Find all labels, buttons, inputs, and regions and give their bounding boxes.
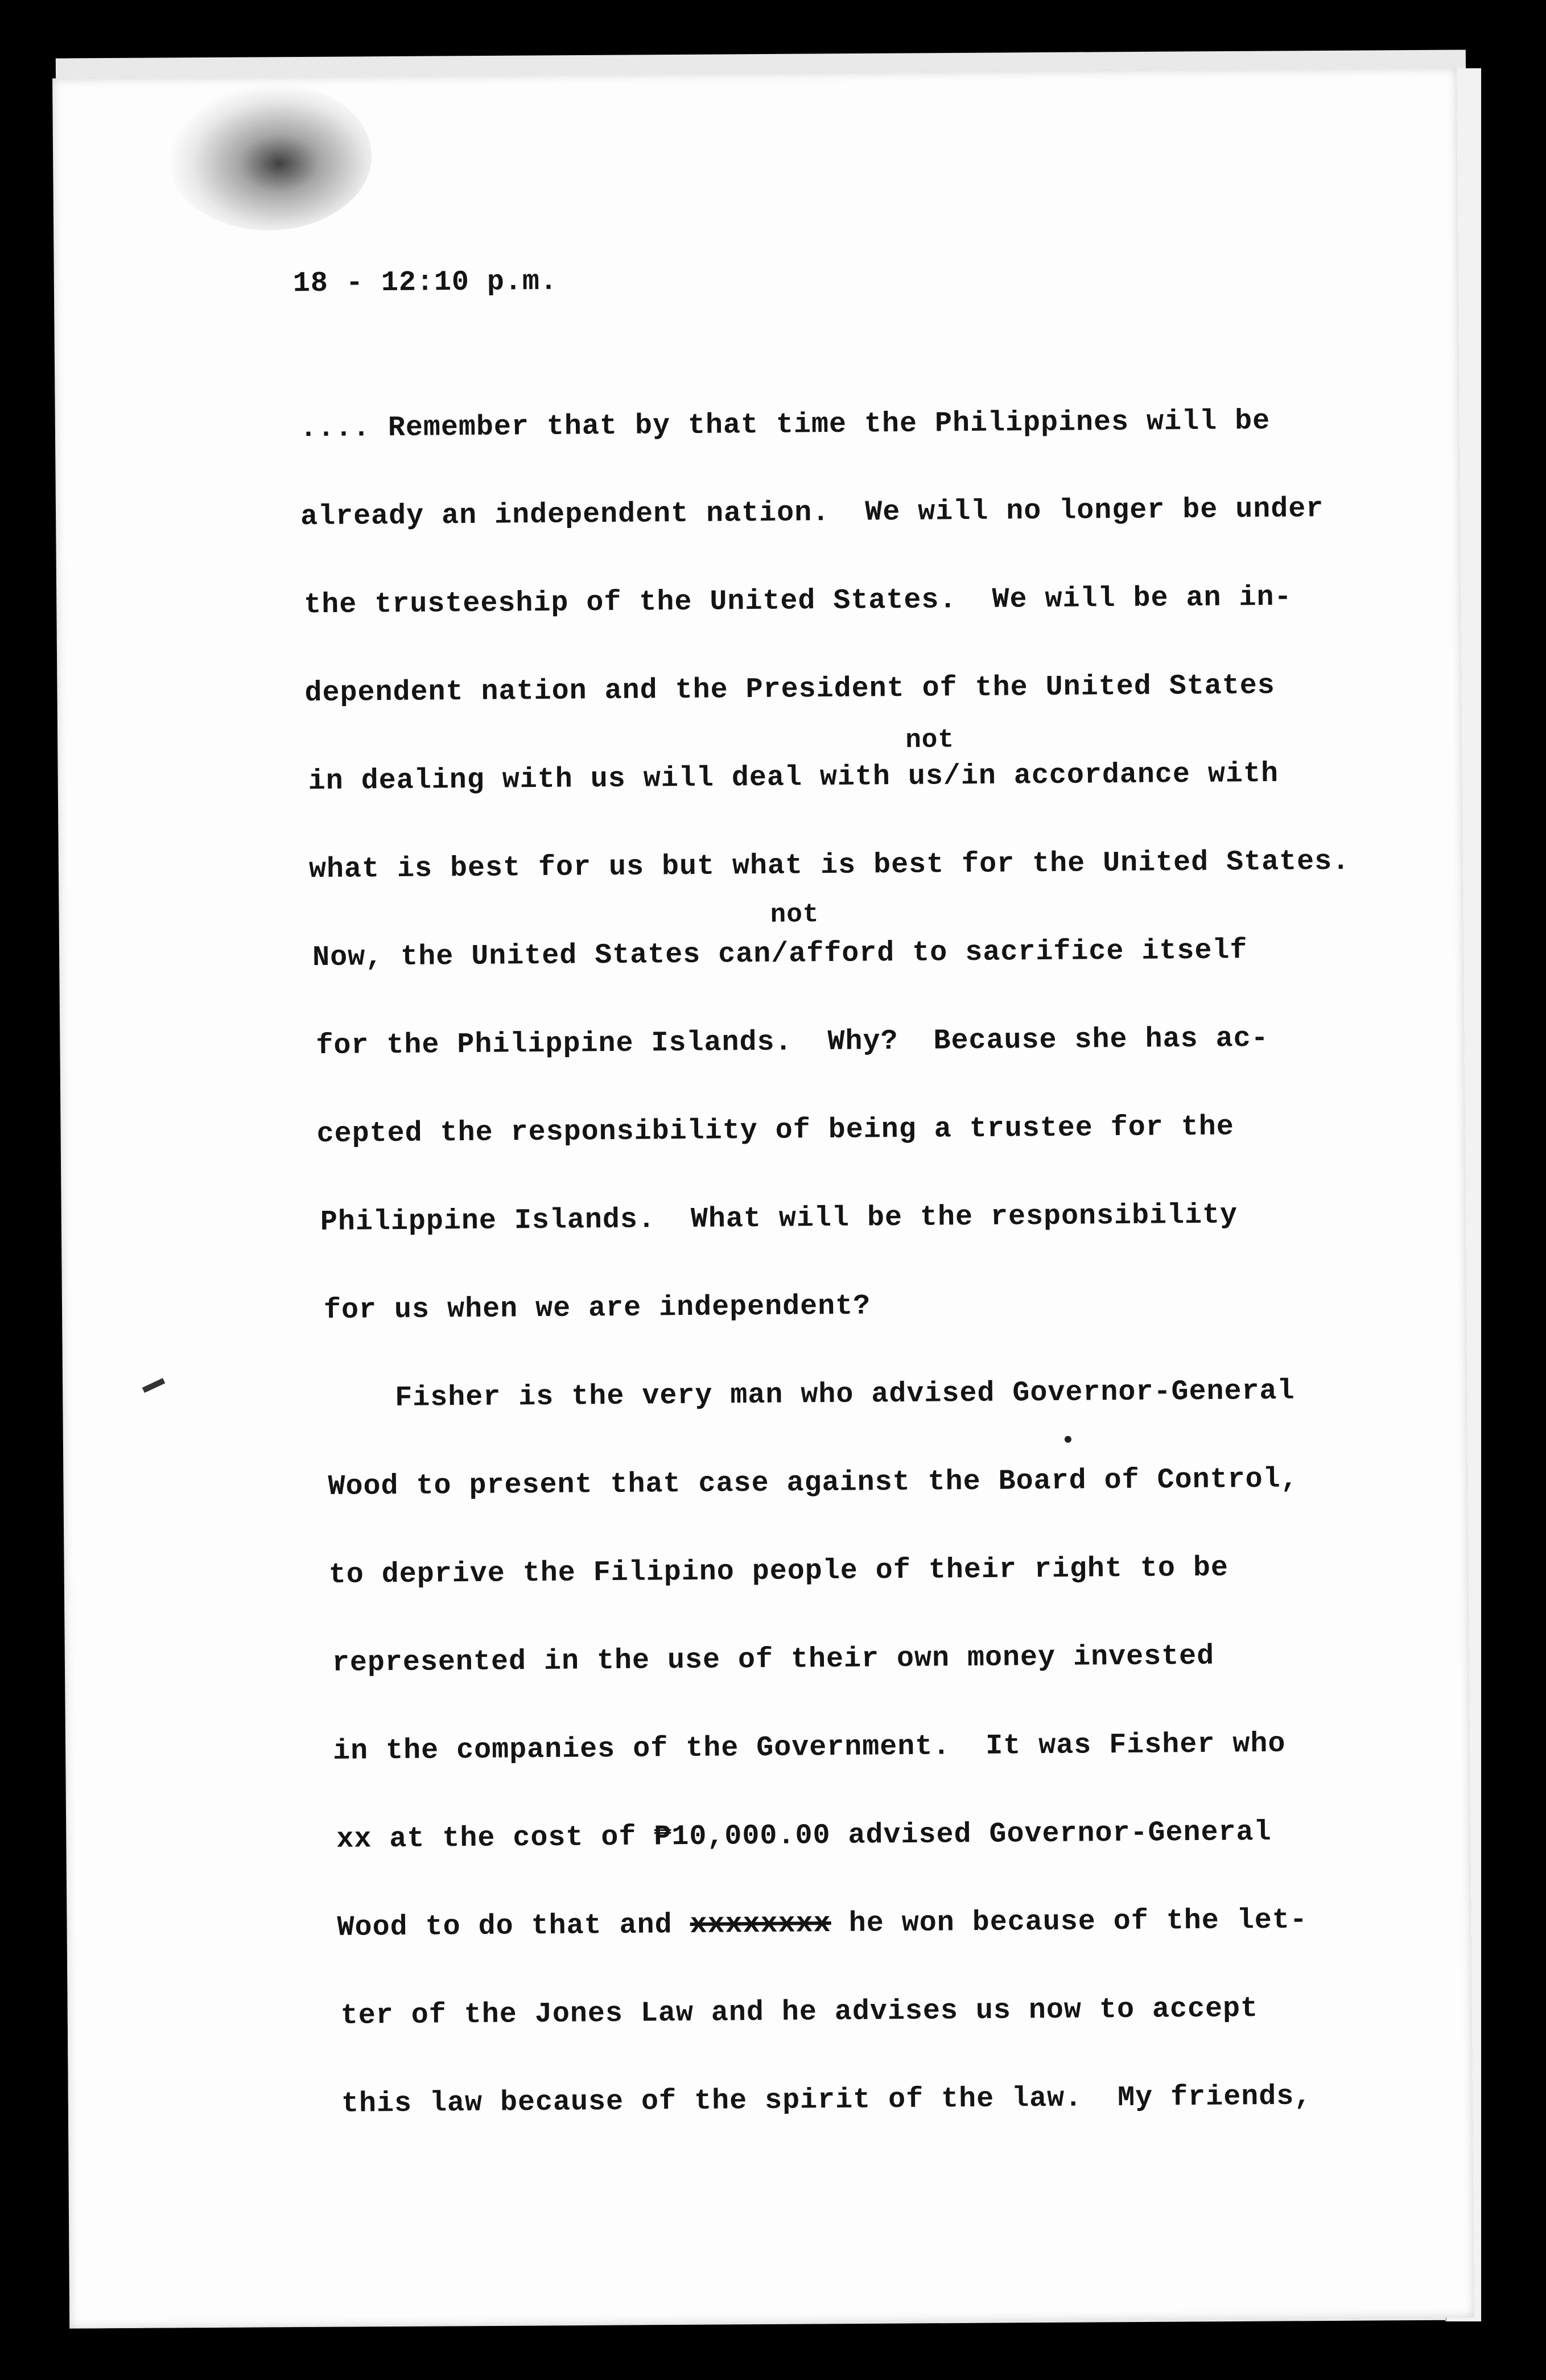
text-line-20: this law because of the spirit of the law. My friends, xyxy=(341,2080,1312,2121)
handwritten-insert-not-2: not xyxy=(770,900,819,930)
text-line-4: dependent nation and the President of the United States xyxy=(304,669,1275,710)
stray-dot xyxy=(1065,1436,1071,1443)
struck-out-text: xxxxxxxx xyxy=(690,1908,831,1941)
text-line-3: the trusteeship of the United States. We will be an in- xyxy=(304,581,1292,622)
text-line-2: already an independent nation. We will no longer be under xyxy=(300,493,1324,534)
text-line-18-start: Wood to do that and xyxy=(337,1909,673,1944)
text-line-17: xx at the cost of ₱10,000.00 advised Governor-General xyxy=(336,1816,1272,1856)
text-line-7: Now, the United States can/afford to sacrifice itself xyxy=(312,934,1248,975)
text-line-16: in the companies of the Government. It was Fisher who xyxy=(332,1727,1286,1768)
text-line-18-end: he won because of the let- xyxy=(831,1904,1308,1941)
text-line-15: represented in the use of their own money invested xyxy=(332,1640,1215,1680)
text-line-6: what is best for us but what is best for the United States. xyxy=(308,845,1350,886)
text-line-9: cepted the responsibility of being a trustee for the xyxy=(316,1111,1235,1151)
text-line-5: in dealing with us will deal with us/in accordance with xyxy=(308,757,1279,798)
text-line-18 xyxy=(337,1903,1308,1945)
text-line-14: to deprive the Filipino people of their right to be xyxy=(328,1552,1229,1591)
text-line-11: for us when we are independent? xyxy=(323,1290,871,1327)
text-line-12: Fisher is the very man who advised Governor-General xyxy=(324,1375,1295,1416)
text-line-1: .... Remember that by that time the Philippines will be xyxy=(299,405,1271,446)
handwritten-insert-not-1: not xyxy=(905,725,955,755)
text-line-10: Philippine Islands. What will be the responsibility xyxy=(320,1199,1238,1239)
page-header: 18 - 12:10 p.m. xyxy=(292,265,558,300)
page-text xyxy=(52,67,1465,2121)
text-line-19: ter of the Jones Law and he advises us now to accept xyxy=(340,1993,1259,2032)
text-line-13: Wood to present that case against the Board of Control, xyxy=(328,1463,1298,1503)
text-line-8: for the Philippine Islands. Why? Because she has ac- xyxy=(316,1022,1269,1063)
typewritten-page xyxy=(52,67,1474,2328)
